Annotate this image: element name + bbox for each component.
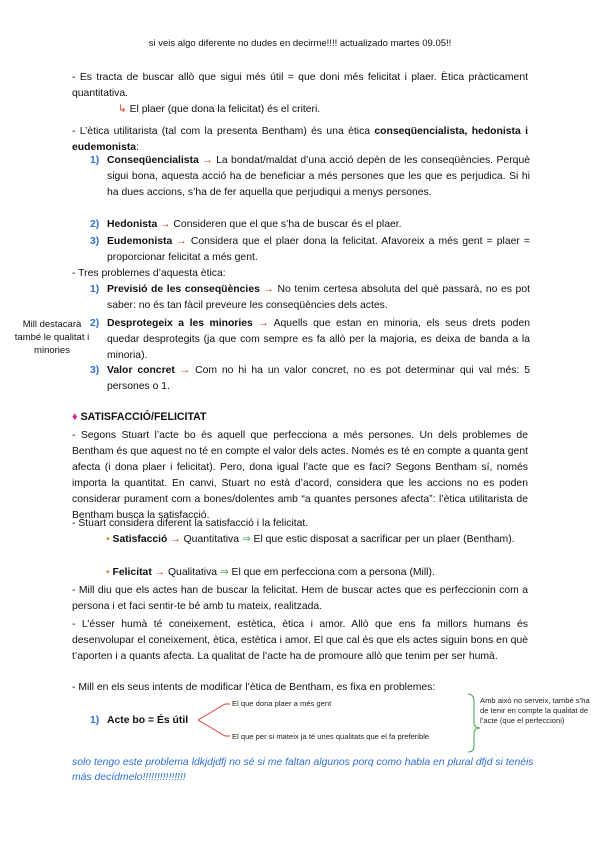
item-number: 1) bbox=[90, 155, 100, 166]
arrow-icon: → bbox=[157, 219, 174, 230]
intro-paragraph: - Es tracta de buscar allò que sigui més útil = que doni més felicitat i plaer. Ètica pràcticament quantitativa. bbox=[72, 72, 528, 99]
bullet-term: Felicitat bbox=[112, 567, 152, 578]
top-note: si veis algo diferente no dudes en decirme!!!! actualizado martes 09.05!! bbox=[148, 38, 452, 49]
hook-arrow-icon: ↳ bbox=[118, 104, 127, 115]
bullet-icon: • bbox=[106, 567, 110, 578]
arrow-icon: → bbox=[167, 534, 184, 545]
branch-line-top bbox=[198, 704, 230, 720]
item-term: Valor concret bbox=[107, 365, 175, 376]
item-number: 3) bbox=[90, 236, 100, 247]
item-number: 2) bbox=[90, 219, 100, 230]
ethics-intro-post: : bbox=[136, 142, 139, 153]
item-number: 2) bbox=[90, 318, 100, 329]
intro-sub-text: El plaer (que dona la felicitat) és el criteri. bbox=[129, 104, 321, 115]
item-text: No tenim certesa absoluta del què passarà, no es pot saber: no és tan fàcil preveure les conseqüències dels actes. bbox=[107, 284, 531, 311]
bullet-text: El que estic disposat a sacrificar per un plaer (Bentham). bbox=[253, 534, 515, 545]
bullet-text: El que em perfecciona com a persona (Mill). bbox=[231, 567, 435, 578]
problems-intro: - Tres problemes d’aquesta ètica: bbox=[72, 268, 226, 279]
paragraph: - Segons Stuart l’acte bo és aquell que perfecciona a més persones. Un dels problemes de Bentham és que aquest no té en compte el valor dels actes. Només es té en compte a quanta gent afecta (i dona plaer i felicitat). Pero, dona igual l’acte que es faci? Segons Bentham sí, només importa la quantitat. En canvi, Stuart no està d’acord, considera que les accions no es poden considerar purament com a bones/dolentes amb “a quantes persones afecta”: l’ètica utilitarista de Bentham busca la satisfacció. bbox=[72, 430, 528, 521]
item-number: 1) bbox=[90, 715, 100, 726]
item-number: 1) bbox=[90, 284, 100, 295]
branch-top-text: El que dona plaer a més gent bbox=[232, 699, 332, 708]
implies-icon: ⇒ bbox=[239, 534, 254, 545]
margin-note: Mill destacarà també le qualitat i minories bbox=[14, 319, 90, 356]
paragraph: - Mill diu que els actes han de buscar la felicitat. Hem de buscar actes que es perfeccionin com a persona i et faci sentir-te bé amb tu mateix, realitzada. bbox=[72, 585, 528, 612]
item-text: Considera que el plaer dona la felicitat. Afavoreix a més gent = plaer = proporcionar felicitat a més gent. bbox=[107, 236, 530, 263]
item-term: Conseqüencialista bbox=[107, 155, 199, 166]
item-term: Desprotegeix a les minories bbox=[107, 318, 253, 329]
implies-icon: ⇒ bbox=[217, 567, 232, 578]
diagram-label-text: Acte bo = És útil bbox=[107, 715, 189, 726]
bullet-icon: • bbox=[106, 534, 110, 545]
paragraph: - Mill en els seus intents de modificar l’ètica de Bentham, es fixa en problemes: bbox=[72, 682, 436, 693]
branch-bottom-text: El que per si mateix ja té unes qualitats que el fa preferible bbox=[232, 732, 430, 741]
arrow-icon: → bbox=[151, 567, 168, 578]
arrow-icon: → bbox=[174, 365, 196, 376]
ethics-intro-pre: - L’ètica utilitarista (tal com la presenta Bentham) és una ètica bbox=[72, 126, 375, 137]
arrow-icon: → bbox=[172, 236, 191, 247]
item-number: 3) bbox=[90, 365, 100, 376]
paragraph: - L’ésser humà té coneixement, estètica, ètica i amor. Allò que ens fa millors humans és desenvolupar el coneixement, ètica, estètica i amor. El que cal és que els actes siguin bons en què t’aporten i a quants afecta. La qualitat de l’acte ha de promoure allò que tenim per ser humà. bbox=[72, 619, 528, 662]
item-term: Eudemonista bbox=[107, 236, 173, 247]
side-note: Amb això no serveix, també s’ha de tenir en compte la qualitat de l’acte (que el perfeccioni) bbox=[480, 696, 590, 725]
item-text: La bondat/maldat d’una acció depèn de les conseqüències. Perquè sigui bona, aquesta acció ha de beneficiar a més persones que les que es perjudica. Si hi ha dues accions, s’ha de fer aquella que perjudiqui a menys persones. bbox=[107, 155, 530, 198]
ethics-intro-bold: conseqüencialista, hedonista i eudemonista bbox=[72, 126, 528, 153]
section-title: SATISFACCIÓ/FELICITAT bbox=[80, 411, 207, 423]
curly-brace bbox=[468, 694, 480, 752]
branch-line-bottom bbox=[198, 720, 230, 736]
handwritten-note: solo tengo este problema ldkjdjdfj no sé si me faltan algunos porq como habla en plural dfjd si tenéis más decídmelo!!!!!!!!!!!!!!! bbox=[72, 757, 534, 783]
arrow-icon: → bbox=[252, 318, 274, 329]
item-term: Hedonista bbox=[107, 219, 158, 230]
item-text: Com no hi ha un valor concret, no es pot determinar qui val més: 5 persones o 1. bbox=[107, 365, 530, 392]
arrow-icon: → bbox=[259, 284, 278, 295]
item-text: Aquells que estan en minoria, els seus drets poden quedar desprotegits (ja que com sempre es fa allò per la majoria, es deixa de banda a la minoria). bbox=[107, 318, 531, 361]
item-text: Consideren que el que s’ha de buscar és el plaer. bbox=[173, 219, 402, 230]
item-term: Previsió de les conseqüències bbox=[107, 284, 260, 295]
bullet-kind: Qualitativa bbox=[167, 567, 218, 578]
arrow-icon: → bbox=[198, 155, 217, 166]
bullet-kind: Quantitativa bbox=[183, 534, 240, 545]
diamond-icon: ♦ bbox=[72, 411, 78, 423]
bullet-term: Satisfacció bbox=[112, 534, 168, 545]
paragraph: - Stuart considera diferent la satisfacció i la felicitat. bbox=[72, 518, 309, 529]
